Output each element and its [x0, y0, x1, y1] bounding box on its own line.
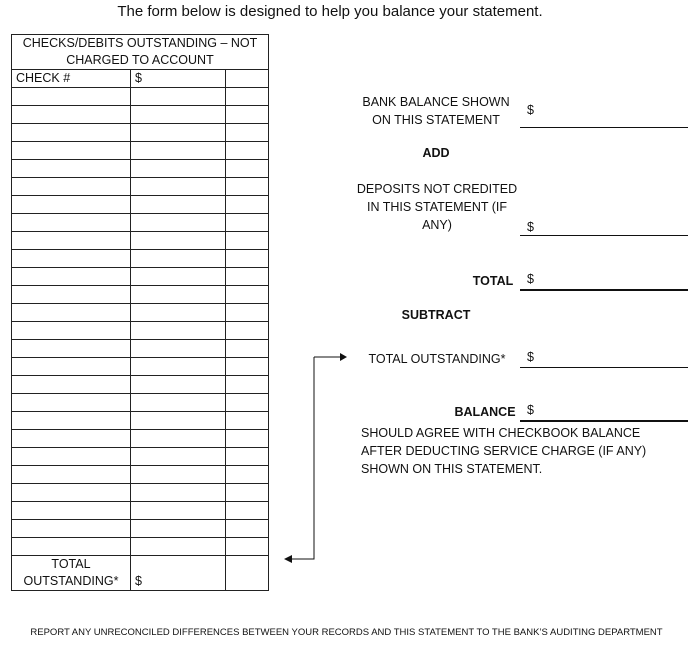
cents-cell[interactable]	[226, 376, 269, 394]
table-row	[12, 214, 269, 232]
table-row	[12, 520, 269, 538]
amount-cell[interactable]	[131, 430, 226, 448]
cents-cell[interactable]	[226, 484, 269, 502]
amount-cell[interactable]	[131, 232, 226, 250]
check-number-cell[interactable]	[12, 304, 131, 322]
cents-cell[interactable]	[226, 178, 269, 196]
balance-note: SHOULD AGREE WITH CHECKBOOK BALANCE AFTER DEDUCTING SERVICE CHARGE (IF ANY) SHOWN ON THIS STATEMENT.	[361, 426, 647, 476]
cents-cell[interactable]	[226, 304, 269, 322]
total-outstanding-cell-label: TOTAL OUTSTANDING*	[12, 556, 131, 591]
amount-cell[interactable]	[131, 304, 226, 322]
amount-cell[interactable]	[131, 340, 226, 358]
footer-notice: REPORT ANY UNRECONCILED DIFFERENCES BETWEEN YOUR RECORDS AND THIS STATEMENT TO THE BANK’S AUDITING DEPARTMENT	[30, 627, 663, 638]
check-number-cell[interactable]	[12, 160, 131, 178]
total-label: TOTAL	[472, 274, 514, 288]
amount-cell[interactable]	[131, 412, 226, 430]
cents-cell[interactable]	[226, 232, 269, 250]
amount-cell[interactable]	[131, 484, 226, 502]
table-row	[12, 358, 269, 376]
table-row	[12, 106, 269, 124]
table-row	[12, 430, 269, 448]
check-number-cell[interactable]	[12, 322, 131, 340]
check-number-cell[interactable]	[12, 250, 131, 268]
table-row	[12, 160, 269, 178]
check-number-cell[interactable]	[12, 376, 131, 394]
table-row	[12, 376, 269, 394]
amount-cell[interactable]	[131, 106, 226, 124]
cents-cell[interactable]	[226, 124, 269, 142]
table-row	[12, 232, 269, 250]
amount-cell[interactable]	[131, 538, 226, 556]
amount-cell[interactable]	[131, 322, 226, 340]
balance-line[interactable]	[520, 420, 688, 422]
check-number-cell[interactable]	[12, 142, 131, 160]
intro-text: The form below is designed to help you balance your statement.	[117, 3, 543, 20]
deposits-line[interactable]	[520, 235, 688, 236]
cents-column-header	[226, 70, 269, 88]
check-number-cell[interactable]	[12, 88, 131, 106]
table-row	[12, 124, 269, 142]
table-row	[12, 538, 269, 556]
check-number-cell[interactable]	[12, 214, 131, 232]
cents-cell[interactable]	[226, 430, 269, 448]
outstanding-checks-table	[11, 34, 269, 591]
cents-cell[interactable]	[226, 286, 269, 304]
check-number-cell[interactable]	[12, 538, 131, 556]
cents-cell[interactable]	[226, 106, 269, 124]
check-number-cell[interactable]	[12, 520, 131, 538]
check-number-cell[interactable]	[12, 394, 131, 412]
amount-cell[interactable]	[131, 358, 226, 376]
table-row	[12, 448, 269, 466]
amount-cell[interactable]	[131, 160, 226, 178]
cents-cell[interactable]	[226, 358, 269, 376]
check-number-cell[interactable]	[12, 196, 131, 214]
total-row	[12, 556, 269, 591]
amount-cell[interactable]	[131, 124, 226, 142]
amount-cell[interactable]	[131, 286, 226, 304]
connector-arrow-icon	[278, 348, 350, 564]
balance-label: BALANCE	[454, 405, 516, 419]
amount-cell[interactable]	[131, 214, 226, 232]
check-number-cell[interactable]	[12, 286, 131, 304]
table-row	[12, 322, 269, 340]
table-row	[12, 88, 269, 106]
cents-cell[interactable]	[226, 322, 269, 340]
cents-cell[interactable]	[226, 196, 269, 214]
check-number-cell[interactable]	[12, 358, 131, 376]
table-row	[12, 502, 269, 520]
table-row	[12, 484, 269, 502]
table-row	[12, 304, 269, 322]
table-row	[12, 466, 269, 484]
check-number-cell[interactable]	[12, 340, 131, 358]
table-row	[12, 250, 269, 268]
deposits-dollar: $	[527, 220, 534, 234]
amount-cell[interactable]	[131, 394, 226, 412]
subtract-label: SUBTRACT	[401, 308, 471, 322]
cents-cell[interactable]	[226, 88, 269, 106]
total-outstanding-label: TOTAL OUTSTANDING*	[368, 352, 506, 366]
amount-cell[interactable]	[131, 520, 226, 538]
amount-cell[interactable]	[131, 268, 226, 286]
check-number-cell[interactable]	[12, 178, 131, 196]
total-dollar: $	[527, 272, 534, 286]
amount-column-header: $	[131, 70, 226, 88]
check-number-column-header: CHECK #	[12, 70, 131, 88]
table-row	[12, 142, 269, 160]
cents-cell[interactable]	[226, 268, 269, 286]
cents-cell[interactable]	[226, 412, 269, 430]
table-row	[12, 412, 269, 430]
amount-cell[interactable]	[131, 88, 226, 106]
cents-cell[interactable]	[226, 466, 269, 484]
cents-cell[interactable]	[226, 250, 269, 268]
table-row	[12, 178, 269, 196]
amount-cell[interactable]	[131, 196, 226, 214]
check-number-cell[interactable]	[12, 268, 131, 286]
deposits-label: DEPOSITS NOT CREDITED IN THIS STATEMENT (IF ANY)	[356, 182, 518, 232]
bank-balance-label: BANK BALANCE SHOWN ON THIS STATEMENT	[362, 95, 510, 127]
total-outstanding-line[interactable]	[520, 367, 688, 368]
check-number-cell[interactable]	[12, 124, 131, 142]
cents-cell[interactable]	[226, 340, 269, 358]
balance-dollar: $	[527, 403, 534, 417]
amount-cell[interactable]	[131, 466, 226, 484]
bank-balance-line[interactable]	[520, 127, 688, 128]
amount-cell[interactable]	[131, 178, 226, 196]
check-number-cell[interactable]	[12, 232, 131, 250]
table-row	[12, 340, 269, 358]
check-number-cell[interactable]	[12, 412, 131, 430]
check-number-cell[interactable]	[12, 466, 131, 484]
amount-cell[interactable]	[131, 448, 226, 466]
table-row	[12, 394, 269, 412]
cents-cell[interactable]	[226, 142, 269, 160]
table-header: CHECKS/DEBITS OUTSTANDING – NOT CHARGED TO ACCOUNT	[12, 35, 269, 70]
cents-cell[interactable]	[226, 394, 269, 412]
table-row	[12, 196, 269, 214]
bank-balance-dollar: $	[527, 103, 534, 117]
total-outstanding-dollar: $	[527, 350, 534, 364]
check-number-cell[interactable]	[12, 430, 131, 448]
cents-cell[interactable]	[226, 520, 269, 538]
cents-cell[interactable]	[226, 214, 269, 232]
cents-cell[interactable]	[226, 538, 269, 556]
total-outstanding-cell-cents[interactable]	[226, 556, 269, 591]
cents-cell[interactable]	[226, 448, 269, 466]
amount-cell[interactable]	[131, 376, 226, 394]
cents-cell[interactable]	[226, 160, 269, 178]
table-row	[12, 286, 269, 304]
amount-cell[interactable]	[131, 250, 226, 268]
add-label: ADD	[422, 146, 450, 160]
amount-cell[interactable]	[131, 142, 226, 160]
check-number-cell[interactable]	[12, 502, 131, 520]
table-row	[12, 268, 269, 286]
check-number-cell[interactable]	[12, 448, 131, 466]
cents-cell[interactable]	[226, 502, 269, 520]
check-number-cell[interactable]	[12, 106, 131, 124]
check-number-cell[interactable]	[12, 484, 131, 502]
total-outstanding-cell-amount[interactable]: $	[131, 556, 226, 591]
total-line[interactable]	[520, 289, 688, 291]
amount-cell[interactable]	[131, 502, 226, 520]
